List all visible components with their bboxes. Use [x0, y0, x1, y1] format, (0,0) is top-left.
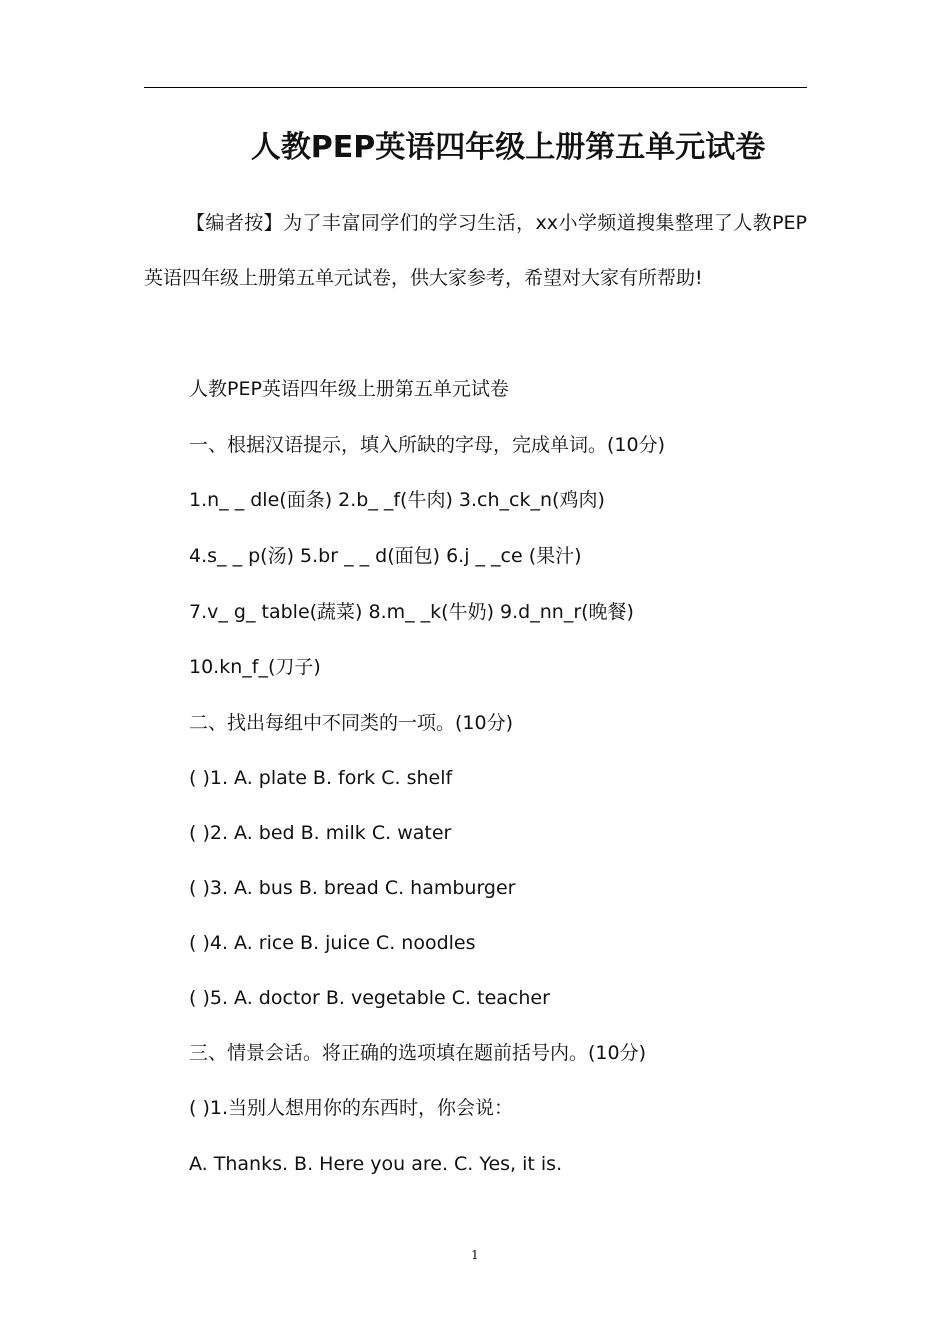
document-title: 人教PEP英语四年级上册第五单元试卷	[250, 130, 766, 165]
question-line: 7.v_ g_ table(蔬菜) 8.m_ _k(牛奶) 9.d_nn_r(晚餐)	[189, 601, 634, 623]
question-heading-1: 一、根据汉语提示，填入所缺的字母，完成单词。(10分)	[189, 434, 666, 456]
page-number: 1	[471, 1248, 479, 1262]
question-line: ( )3. A. bus B. bread C. hamburger	[189, 877, 516, 899]
question-heading-2: 二、找出每组中不同类的一项。(10分)	[189, 712, 514, 734]
question-line: 1.n_ _ dle(面条) 2.b_ _f(牛肉) 3.ch_ck_n(鸡肉)	[189, 489, 605, 511]
question-line: ( )1.当别人想用你的东西时，你会说：	[189, 1097, 513, 1119]
section-heading: 人教PEP英语四年级上册第五单元试卷	[189, 378, 509, 400]
question-heading-3: 三、情景会话。将正确的选项填在题前括号内。(10分)	[189, 1042, 647, 1064]
question-line: ( )2. A. bed B. milk C. water	[189, 822, 452, 844]
intro-paragraph: 【编者按】为了丰富同学们的学习生活，xx小学频道搜集整理了人教PEP英语四年级上册第五单元试卷，供大家参考，希望对大家有所帮助!	[144, 212, 807, 289]
question-line: 10.kn_f_(刀子)	[189, 656, 321, 678]
question-line: ( )4. A. rice B. juice C. noodles	[189, 932, 476, 954]
answer-options: A. Thanks. B. Here you are. C. Yes, it is.	[189, 1153, 563, 1175]
question-line: ( )1. A. plate B. fork C. shelf	[189, 767, 453, 789]
question-line: ( )5. A. doctor B. vegetable C. teacher	[189, 987, 550, 1009]
header-rule	[144, 87, 807, 88]
question-line: 4.s_ _ p(汤) 5.br _ _ d(面包) 6.j _ _ce (果汁)	[189, 545, 582, 567]
